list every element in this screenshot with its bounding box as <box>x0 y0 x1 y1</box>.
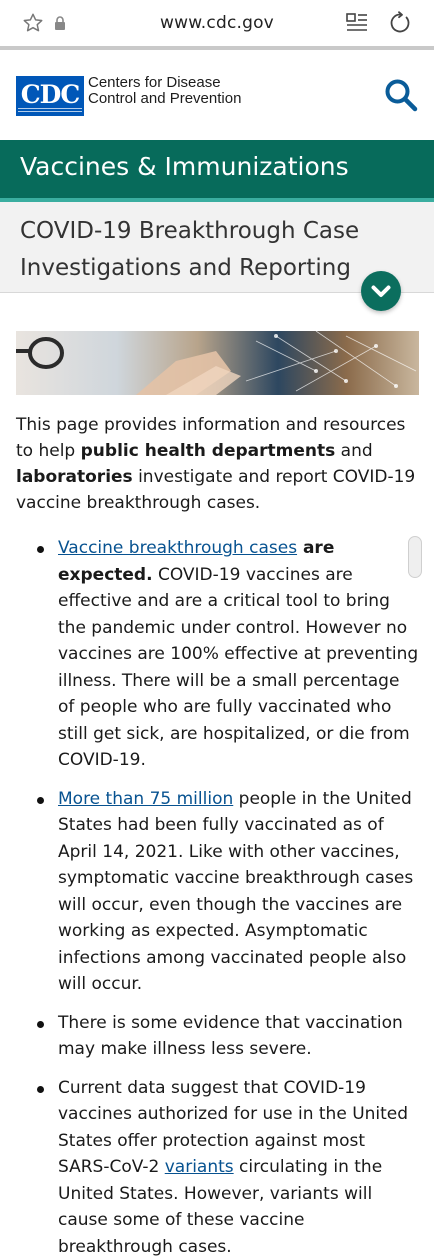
site-header <box>0 50 434 140</box>
list-item: Vaccine breakthrough cases are expected. COVID-19 vaccines are effective and are a critical tool to bring the pandemic under control. However no vaccines are 100% effective at preventing illness. There will be a small percentage of people who are fully vaccinated who still get sick, are hospitalized, or die from COVID-19. <box>16 535 420 774</box>
vaccine-breakthrough-link[interactable]: Vaccine breakthrough cases <box>58 538 297 558</box>
more-than-75-million-link[interactable]: More than 75 million <box>58 789 233 809</box>
bullet-dot <box>37 1086 44 1093</box>
org-name-line1: Centers for Disease <box>88 75 241 91</box>
reload-icon[interactable] <box>388 11 412 35</box>
key-points-list <box>16 535 420 1260</box>
bullet-dot <box>37 1021 44 1028</box>
bullet-dot <box>37 797 44 804</box>
main-content <box>16 412 420 516</box>
intro-paragraph: This page provides information and resources to help public health departments and laboratories investigate and report COVID-19 vaccine breakthrough cases. <box>16 412 420 516</box>
hero-illustration <box>16 331 419 395</box>
variants-link[interactable]: variants <box>165 1157 234 1177</box>
org-name[interactable] <box>88 75 241 107</box>
search-icon[interactable] <box>384 78 418 112</box>
list-item: There is some evidence that vaccination may make illness less severe. <box>16 1010 420 1063</box>
browser-url-bar <box>0 0 434 46</box>
list-item: Current data suggest that COVID-19 vaccines authorized for use in the United States offer protection against most SARS-CoV-2 variants circulating in the United States. However, variants will cause some of these vaccine breakthrough cases. <box>16 1075 420 1260</box>
scrollbar-thumb[interactable] <box>408 536 422 578</box>
expand-menu-button[interactable] <box>361 271 401 311</box>
cdc-logo[interactable]: CDC <box>16 76 84 116</box>
hero-image <box>16 331 419 395</box>
section-banner <box>0 140 434 202</box>
bullet-dot <box>37 546 44 553</box>
chevron-down-icon <box>361 271 401 311</box>
org-name-line2: Control and Prevention <box>88 91 241 107</box>
list-item: More than 75 million people in the United States had been fully vaccinated as of April 14, 2021. Like with other vaccines, symptomatic vaccine breakthrough cases will occur, even though the vaccines are working as expected. Asymptomatic infections among vaccinated people also will occur. <box>16 786 420 998</box>
url-text[interactable]: www.cdc.gov <box>0 13 434 33</box>
section-title[interactable]: Vaccines & Immunizations <box>20 152 349 181</box>
reader-mode-icon[interactable] <box>346 13 368 33</box>
page-title: COVID-19 Breakthrough Case Investigations and Reporting <box>20 213 420 287</box>
